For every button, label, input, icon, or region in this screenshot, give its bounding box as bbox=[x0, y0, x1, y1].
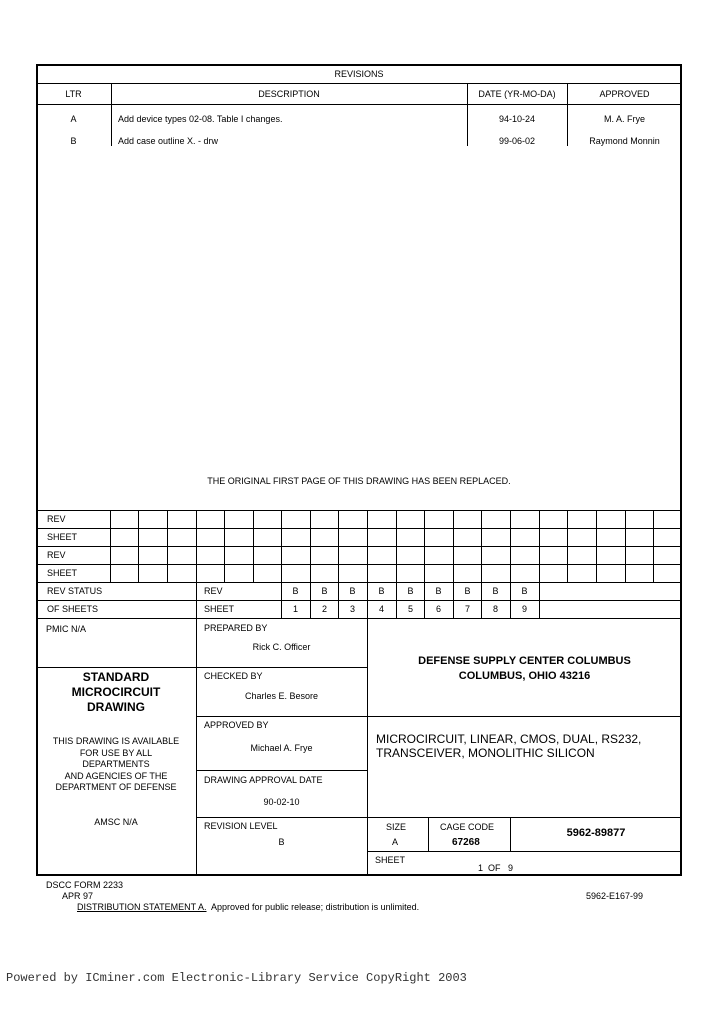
availability-line: DEPARTMENTS bbox=[82, 759, 150, 769]
status-sheet-label: SHEET bbox=[204, 604, 235, 614]
status-sheet-value: 1 bbox=[292, 604, 298, 614]
grid-line bbox=[36, 582, 682, 583]
grid-line bbox=[396, 510, 397, 582]
approved-by: Michael A. Frye bbox=[250, 743, 313, 753]
grid-line bbox=[653, 510, 654, 582]
replaced-notice: THE ORIGINAL FIRST PAGE OF THIS DRAWING HAS BEEN REPLACED. bbox=[207, 476, 511, 486]
divider bbox=[36, 667, 196, 668]
prepared-by-label: PREPARED BY bbox=[204, 623, 268, 633]
rev-date: 99-06-02 bbox=[498, 136, 536, 146]
divider bbox=[367, 851, 682, 852]
grid-line bbox=[224, 510, 225, 582]
status-sheet-value: 3 bbox=[349, 604, 355, 614]
rev-ltr: A bbox=[70, 114, 77, 124]
agency-line: COLUMBUS, OHIO 43216 bbox=[458, 670, 591, 682]
status-rev-value: B bbox=[321, 586, 328, 596]
grid-line bbox=[310, 510, 311, 582]
status-sheet-value: 9 bbox=[521, 604, 527, 614]
divider bbox=[36, 618, 682, 619]
grid-line bbox=[539, 510, 540, 582]
revision-level: B bbox=[278, 837, 285, 847]
grid-line bbox=[138, 510, 139, 582]
status-sheet-value: 6 bbox=[435, 604, 441, 614]
revisions-title: REVISIONS bbox=[334, 69, 384, 79]
status-rev-value: B bbox=[492, 586, 499, 596]
standard-line: STANDARD bbox=[82, 670, 150, 684]
approval-date: 90-02-10 bbox=[263, 797, 300, 807]
status-rev-value: B bbox=[521, 586, 528, 596]
divider bbox=[196, 817, 682, 818]
document-number: 5962-E167-99 bbox=[586, 891, 644, 901]
grid-line bbox=[36, 528, 682, 529]
grid-label-rev: REV bbox=[47, 550, 66, 560]
description-line: TRANSCEIVER, MONOLITHIC SILICON bbox=[376, 746, 595, 760]
checked-by-label: CHECKED BY bbox=[204, 671, 263, 681]
status-rev-value: B bbox=[464, 586, 471, 596]
divider bbox=[36, 104, 682, 105]
rev-approved: M. A. Frye bbox=[603, 114, 645, 124]
divider bbox=[196, 716, 367, 717]
divider bbox=[196, 770, 367, 771]
grid-line bbox=[625, 510, 626, 582]
grid-line bbox=[110, 510, 111, 582]
rev-description: Add device types 02-08. Table I changes. bbox=[118, 114, 283, 124]
status-rev-value: B bbox=[407, 586, 414, 596]
grid-line bbox=[196, 582, 197, 618]
standard-heading bbox=[36, 670, 196, 715]
rev-date: 94-10-24 bbox=[498, 114, 536, 124]
availability-line: DEPARTMENT OF DEFENSE bbox=[55, 782, 177, 792]
sheet-value: 1 OF 9 bbox=[478, 863, 514, 873]
drawing-description bbox=[376, 732, 641, 760]
status-sheet-value: 8 bbox=[492, 604, 498, 614]
availability-line: THIS DRAWING IS AVAILABLE bbox=[52, 736, 180, 746]
distribution-text: Approved for public release; distribution is unlimited. bbox=[211, 902, 420, 912]
size-label: SIZE bbox=[386, 822, 407, 832]
pmic: PMIC N/A bbox=[46, 624, 87, 634]
grid-line bbox=[167, 510, 168, 582]
divider bbox=[367, 716, 682, 717]
grid-line bbox=[453, 510, 454, 582]
rev-ltr: B bbox=[70, 136, 77, 146]
rev-approved: Raymond Monnin bbox=[589, 136, 660, 146]
grid-line bbox=[596, 510, 597, 582]
divider bbox=[196, 667, 367, 668]
grid-line bbox=[196, 510, 197, 582]
distribution-label: DISTRIBUTION STATEMENT A. bbox=[77, 902, 207, 912]
sheet-label: SHEET bbox=[375, 855, 406, 865]
standard-line: DRAWING bbox=[87, 700, 145, 714]
divider bbox=[428, 817, 429, 851]
status-rev-value: B bbox=[378, 586, 385, 596]
grid-line bbox=[253, 510, 254, 582]
standard-line: MICROCIRCUIT bbox=[71, 685, 161, 699]
drawing-number: 5962-89877 bbox=[566, 827, 626, 839]
grid-line bbox=[281, 510, 282, 582]
grid-line bbox=[481, 510, 482, 582]
approval-date-label: DRAWING APPROVAL DATE bbox=[204, 775, 323, 785]
availability-note bbox=[36, 736, 196, 794]
form-date: APR 97 bbox=[62, 891, 94, 901]
grid-line bbox=[367, 510, 368, 582]
status-sheet-value: 2 bbox=[321, 604, 327, 614]
cage-label: CAGE CODE bbox=[440, 822, 495, 832]
rev-status-label: REV STATUS bbox=[47, 586, 103, 596]
grid-line bbox=[36, 510, 682, 511]
status-rev-value: B bbox=[349, 586, 356, 596]
copyright-line: Powered by ICminer.com Electronic-Library Service CopyRight 2003 bbox=[6, 971, 467, 985]
grid-label-rev: REV bbox=[47, 514, 66, 524]
distribution-statement bbox=[77, 902, 419, 913]
amsc: AMSC N/A bbox=[94, 817, 138, 827]
grid-line bbox=[539, 582, 540, 618]
grid-line bbox=[36, 600, 682, 601]
rev-description: Add case outline X. - drw bbox=[118, 136, 219, 146]
revision-level-label: REVISION LEVEL bbox=[204, 821, 278, 831]
status-sheet-value: 4 bbox=[378, 604, 384, 614]
availability-line: FOR USE BY ALL bbox=[79, 747, 153, 758]
approved-by-label: APPROVED BY bbox=[204, 720, 269, 730]
grid-line bbox=[424, 510, 425, 582]
status-sheet-value: 7 bbox=[464, 604, 470, 614]
grid-line bbox=[338, 510, 339, 582]
grid-line bbox=[510, 510, 511, 582]
header-approved: APPROVED bbox=[599, 89, 650, 99]
status-sheet-value: 5 bbox=[407, 604, 413, 614]
header-description: DESCRIPTION bbox=[258, 89, 320, 99]
grid-label-sheet: SHEET bbox=[47, 532, 78, 542]
size-value: A bbox=[392, 837, 399, 847]
checked-by: Charles E. Besore bbox=[244, 691, 319, 701]
grid-line bbox=[567, 510, 568, 582]
divider bbox=[36, 83, 682, 84]
availability-line: AND AGENCIES OF THE bbox=[64, 770, 168, 781]
status-rev-value: B bbox=[435, 586, 442, 596]
status-rev-label: REV bbox=[204, 586, 223, 596]
agency-block bbox=[367, 654, 682, 684]
form-number: DSCC FORM 2233 bbox=[46, 880, 124, 890]
prepared-by: Rick C. Officer bbox=[252, 642, 311, 652]
description-line: MICROCIRCUIT, LINEAR, CMOS, DUAL, RS232, bbox=[376, 732, 642, 746]
agency-line: DEFENSE SUPPLY CENTER COLUMBUS bbox=[418, 655, 631, 667]
of-sheets-label: OF SHEETS bbox=[47, 604, 99, 614]
grid-line bbox=[36, 546, 682, 547]
grid-line bbox=[36, 564, 682, 565]
cage-value: 67268 bbox=[452, 837, 480, 848]
grid-label-sheet: SHEET bbox=[47, 568, 78, 578]
status-rev-value: B bbox=[292, 586, 299, 596]
header-ltr: LTR bbox=[65, 89, 82, 99]
header-date: DATE (YR-MO-DA) bbox=[478, 89, 556, 99]
